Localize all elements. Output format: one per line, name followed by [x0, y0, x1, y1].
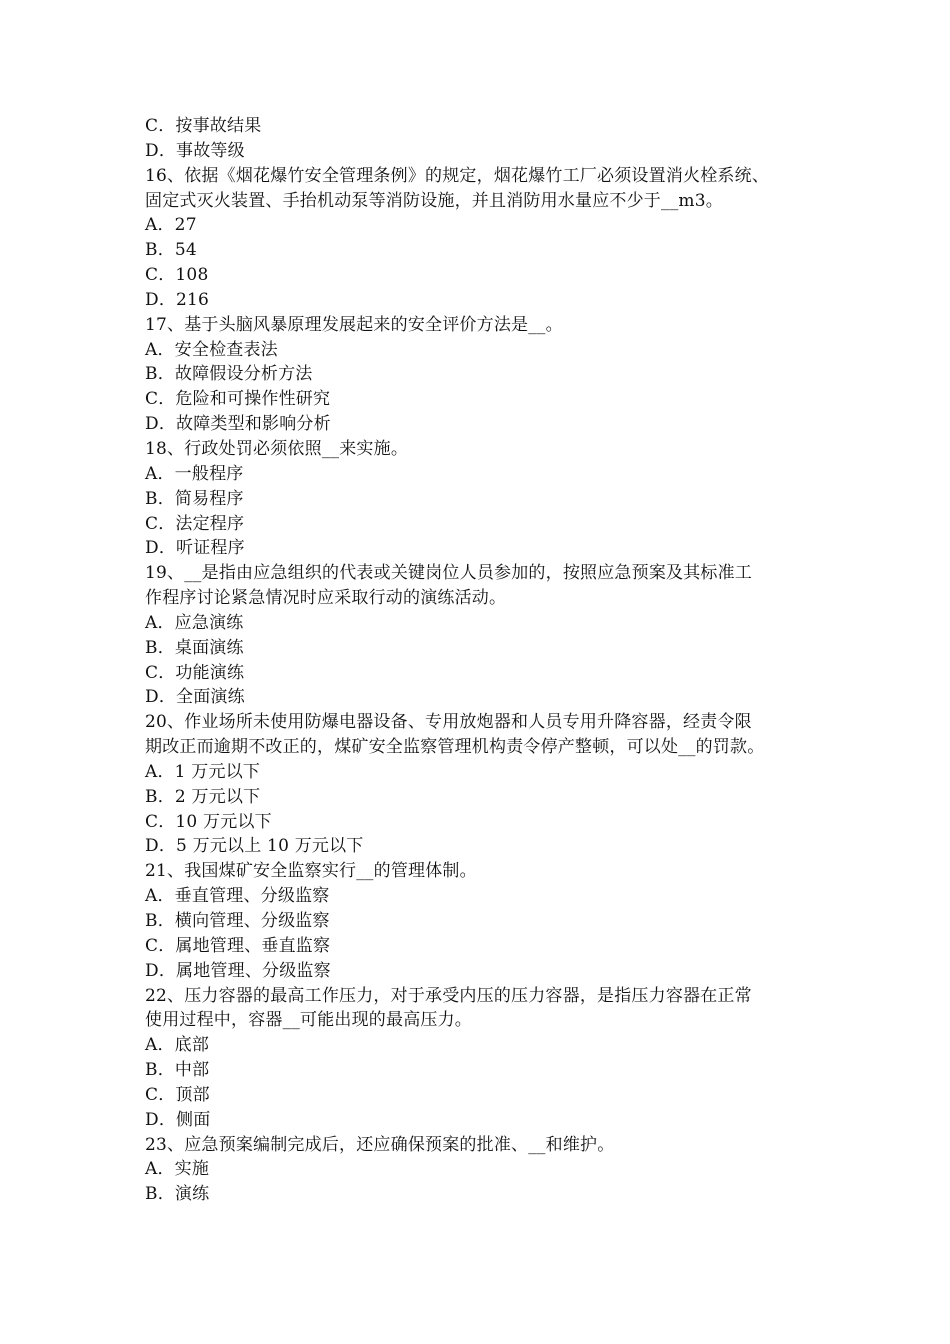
question-text-line: 19、__是指由应急组织的代表或关键岗位人员参加的，按照应急预案及其标准工: [145, 563, 753, 584]
answer-option: A．1 万元以下: [145, 761, 261, 782]
question-text-line: 18、行政处罚必须依照__来实施。: [145, 438, 409, 459]
answer-option: B．简易程序: [145, 488, 244, 509]
answer-option: D．属地管理、分级监察: [145, 960, 331, 981]
answer-option: D．事故等级: [145, 140, 245, 161]
answer-option: B．故障假设分析方法: [145, 364, 313, 385]
answer-option: D．全面演练: [145, 687, 245, 708]
question-text-line: 16、依据《烟花爆竹安全管理条例》的规定，烟花爆竹工厂必须设置消火栓系统、: [145, 165, 770, 186]
question-text-line: 21、我国煤矿安全监察实行__的管理体制。: [145, 861, 477, 882]
answer-option: A．一般程序: [145, 463, 244, 484]
answer-option: D．侧面: [145, 1109, 211, 1130]
question-text-line: 固定式灭火装置、手抬机动泵等消防设施，并且消防用水量应不少于__m3。: [145, 190, 723, 211]
question-text-line: 期改正而逾期不改正的，煤矿安全监察管理机构责令停产整顿，可以处__的罚款。: [145, 737, 765, 758]
answer-option: B．桌面演练: [145, 637, 244, 658]
answer-option: D．216: [145, 289, 210, 310]
answer-option: D．5 万元以上 10 万元以下: [145, 836, 364, 857]
answer-option: C．法定程序: [145, 513, 245, 534]
answer-option: C．顶部: [145, 1084, 210, 1105]
answer-option: B．横向管理、分级监察: [145, 911, 330, 931]
answer-option: B．2 万元以下: [145, 786, 261, 807]
document-page: [145, 114, 815, 1207]
question-text-line: 23、应急预案编制完成后，还应确保预案的批准、__和维护。: [145, 1134, 615, 1155]
answer-option: A．应急演练: [145, 612, 244, 633]
answer-option: C．10 万元以下: [145, 811, 272, 832]
answer-option: C．属地管理、垂直监察: [145, 935, 331, 956]
question-text-line: 使用过程中，容器__可能出现的最高压力。: [145, 1010, 472, 1031]
answer-option: A．实施: [145, 1159, 210, 1180]
answer-option: C．功能演练: [145, 662, 245, 683]
answer-option: B．演练: [145, 1184, 210, 1205]
answer-option: A．安全检查表法: [145, 339, 278, 360]
answer-option: D．听证程序: [145, 538, 245, 559]
question-text-line: 作程序讨论紧急情况时应采取行动的演练活动。: [145, 588, 507, 609]
answer-option: B．54: [145, 240, 197, 261]
question-text-line: 20、作业场所未使用防爆电器设备、专用放炮器和人员专用升降容器，经责令限: [145, 712, 752, 733]
answer-option: A．底部: [145, 1035, 210, 1056]
answer-option: B．中部: [145, 1060, 210, 1081]
answer-option: C．108: [145, 265, 209, 286]
question-text-line: 17、基于头脑风暴原理发展起来的安全评价方法是__。: [145, 314, 563, 335]
answer-option: D．故障类型和影响分析: [145, 414, 331, 435]
answer-option: A．垂直管理、分级监察: [145, 886, 330, 907]
answer-option: A．27: [145, 215, 197, 236]
question-text-line: 22、压力容器的最高工作压力，对于承受内压的压力容器，是指压力容器在正常: [145, 985, 752, 1006]
answer-option: C．危险和可操作性研究: [145, 389, 331, 410]
answer-option: C．按事故结果: [145, 116, 262, 136]
